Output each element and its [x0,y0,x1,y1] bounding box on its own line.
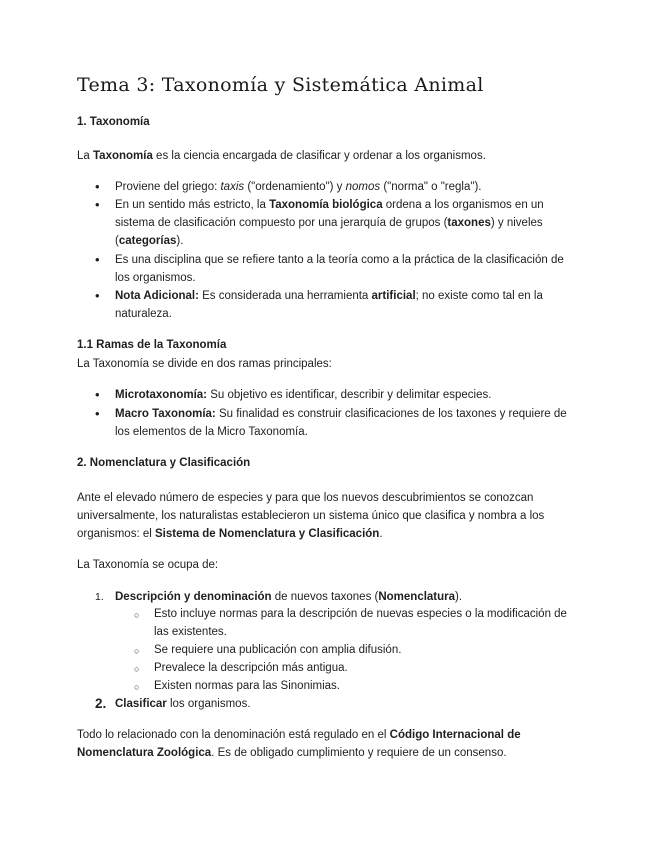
paragraph-ramas-intro: La Taxonomía se divide en dos ramas principales: [77,358,332,370]
circle-bullet-icon: ○ [134,682,140,692]
bullet-icon: • [95,179,100,194]
list-item-continuation: los organismos. [115,272,196,284]
numbered-item: Descripción y denominación de nuevos taxones (Nomenclatura). [115,591,463,603]
section-heading-nomenclatura: 2. Nomenclatura y Clasificación [77,457,251,469]
bullet-icon: • [95,387,100,402]
list-number: 2. [95,696,107,711]
list-item: Es una disciplina que se refiere tanto a la teoría como a la práctica de la clasificación de [115,254,564,266]
list-item: Nota Adicional: Es considerada una herramienta artificial; no existe como tal en la [115,290,543,302]
list-item-continuation: sistema de clasificación compuesto por una jerarquía de grupos (taxones) y niveles [115,217,543,229]
list-item: Proviene del griego: taxis ("ordenamiento") y nomos ("norma" o "regla"). [115,181,482,193]
paragraph-codigo: Todo lo relacionado con la denominación está regulado en el Código Internacional de [77,729,521,741]
list-item-continuation: naturaleza. [115,308,172,320]
circle-bullet-icon: ○ [134,610,140,620]
section-heading-taxonomia: 1. Taxonomía [77,116,150,128]
bullet-icon: • [95,288,100,303]
paragraph-nomenclatura-line: organismos: el Sistema de Nomenclatura y Clasificación. [77,528,383,540]
list-item: Microtaxonomía: Su objetivo es identificar, describir y delimitar especies. [115,389,492,401]
paragraph-nomenclatura-line: universalmente, los naturalistas establecieron un sistema único que clasifica y nombra a los [77,510,545,522]
sub-list-item: Prevalece la descripción más antigua. [154,662,348,674]
paragraph-nomenclatura: Ante el elevado número de especies y para que los nuevos descubrimientos se conozcan [77,492,534,504]
bullet-icon: • [95,406,100,421]
sub-list-item: Existen normas para las Sinonimias. [154,680,340,692]
sub-list-item: Esto incluye normas para la descripción de nuevas especies o la modificación de [154,608,567,620]
list-number: 1. [95,591,104,603]
paragraph-codigo-line: Nomenclatura Zoológica. Es de obligado cumplimiento y requiere de un consenso. [77,747,507,759]
section-heading-ramas: 1.1 Ramas de la Taxonomía [77,339,227,351]
list-item: Macro Taxonomía: Su finalidad es construir clasificaciones de los taxones y requiere de [115,408,567,420]
bullet-icon: • [95,252,100,267]
list-item-continuation: (categorías). [115,235,184,247]
document-title: Tema 3: Taxonomía y Sistemática Animal [77,74,484,96]
paragraph-taxonomia-definicion: La Taxonomía es la ciencia encargada de clasificar y ordenar a los organismos. [77,150,486,162]
sub-list-item-continuation: las existentes. [154,626,227,638]
sub-list-item: Se requiere una publicación con amplia difusión. [154,644,402,656]
paragraph-se-ocupa: La Taxonomía se ocupa de: [77,559,219,571]
bullet-icon: • [95,197,100,212]
circle-bullet-icon: ○ [134,664,140,674]
numbered-item: Clasificar los organismos. [115,698,251,710]
list-item-continuation: los elementos de la Micro Taxonomía. [115,426,308,438]
circle-bullet-icon: ○ [134,646,140,656]
list-item: En un sentido más estricto, la Taxonomía biológica ordena a los organismos en un [115,199,544,211]
